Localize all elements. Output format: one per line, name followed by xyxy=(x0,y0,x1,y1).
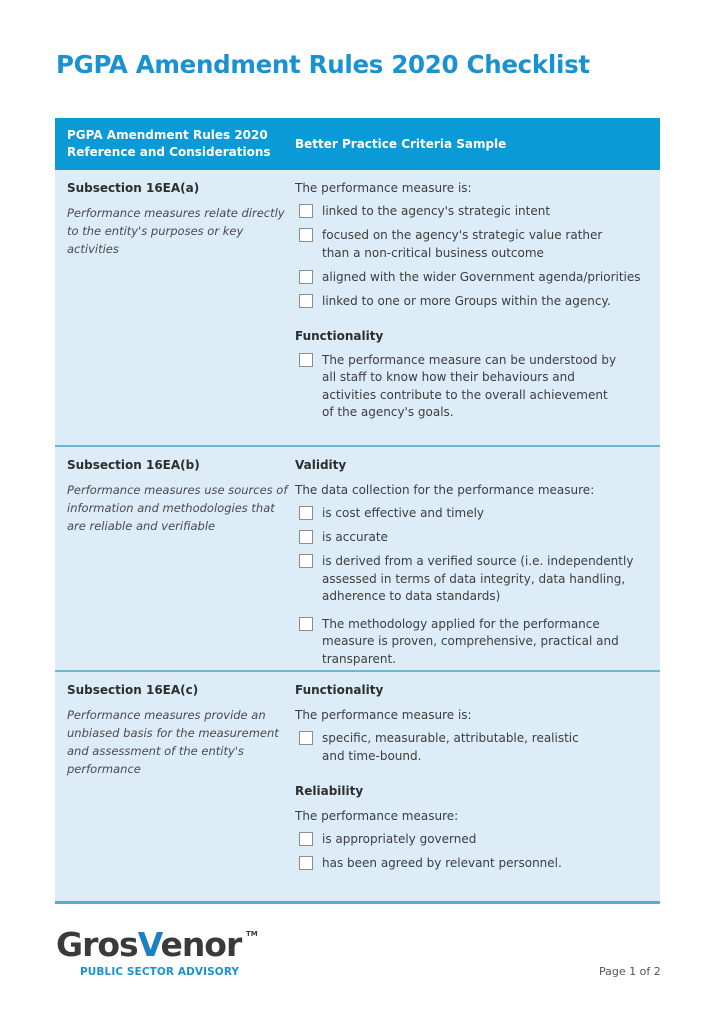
checkbox[interactable] xyxy=(299,270,313,284)
logo-tagline: PUBLIC SECTOR ADVISORY xyxy=(80,966,240,978)
subsection-title: Subsection 16EA(b) xyxy=(67,458,200,472)
checklist-item[interactable] xyxy=(295,352,652,422)
grosvenor-logo xyxy=(56,926,266,986)
checkbox[interactable] xyxy=(299,294,313,308)
checklist-item[interactable] xyxy=(295,293,652,311)
section-16ea-c xyxy=(55,672,660,904)
criteria-intro: The performance measure: xyxy=(295,808,459,823)
checkbox[interactable] xyxy=(299,506,313,520)
section-16ea-a xyxy=(55,170,660,447)
criteria-intro: The performance measure is: xyxy=(295,708,472,722)
checklist-item-label: linked to one or more Groups within the agency. xyxy=(322,293,611,308)
criteria-heading: Validity xyxy=(295,458,347,472)
checklist-item[interactable] xyxy=(295,730,652,765)
checklist-item-label: specific, measurable, attributable, realistic and time-bound. xyxy=(322,731,579,763)
checklist-item[interactable] xyxy=(295,553,652,606)
header-reference-column xyxy=(55,127,295,161)
checklist-item[interactable] xyxy=(295,616,652,669)
table-header xyxy=(55,118,660,170)
checkbox[interactable] xyxy=(299,731,313,745)
checklist-item-label: is accurate xyxy=(322,530,388,544)
checklist-item-label: The performance measure can be understood by all staff to know how their behaviours and activities contribute to the overall achievement of the agency's goals. xyxy=(322,352,617,419)
criteria-heading: Functionality xyxy=(295,328,384,343)
subsection-description: Performance measures provide an unbiased basis for the measurement and assessment of the entity's performance xyxy=(67,708,279,776)
checklist-item-label: The methodology applied for the performance measure is proven, comprehensive, practical and transparent. xyxy=(322,616,619,666)
checklist-item[interactable] xyxy=(295,529,652,547)
header-col1-line2: Reference and Considerations xyxy=(67,145,271,159)
checklist-item[interactable] xyxy=(295,227,652,262)
criteria-intro: The performance measure is: xyxy=(295,181,472,195)
checklist-table xyxy=(55,118,660,904)
subsection-title: Subsection 16EA(c) xyxy=(67,683,199,697)
checklist-item[interactable] xyxy=(295,505,652,523)
criteria-heading: Reliability xyxy=(295,783,364,798)
header-col1-line1: PGPA Amendment Rules 2020 xyxy=(67,128,268,142)
checklist-item-label: has been agreed by relevant personnel. xyxy=(322,855,562,870)
header-criteria-column: Better Practice Criteria Sample xyxy=(295,137,507,151)
checklist-item[interactable] xyxy=(295,831,652,849)
checkbox[interactable] xyxy=(299,617,313,631)
checklist-item[interactable] xyxy=(295,855,652,873)
trademark-symbol: TM xyxy=(246,930,258,938)
logo-v-person-icon: V xyxy=(137,925,161,964)
subsection-description: Performance measures use sources of information and methodologies that are reliable and verifiable xyxy=(67,483,288,533)
checkbox[interactable] xyxy=(299,554,313,568)
section-16ea-b xyxy=(55,447,660,672)
criteria-intro: The data collection for the performance measure: xyxy=(295,483,595,497)
checkbox[interactable] xyxy=(299,832,313,846)
checklist-item-label: linked to the agency's strategic intent xyxy=(322,204,551,218)
logo-wordmark: GrosVenor xyxy=(56,925,242,964)
checkbox[interactable] xyxy=(299,856,313,870)
page-number: Page 1 of 2 xyxy=(599,965,661,978)
checklist-item-label: is derived from a verified source (i.e. independently assessed in terms of data integrity, data handling, adherence to data standards) xyxy=(322,554,634,603)
checklist-item-label: is cost effective and timely xyxy=(322,506,485,520)
checkbox[interactable] xyxy=(299,228,313,242)
page-title: PGPA Amendment Rules 2020 Checklist xyxy=(56,50,590,79)
criteria-heading: Functionality xyxy=(295,683,384,697)
checkbox[interactable] xyxy=(299,204,313,218)
subsection-description: Performance measures relate directly to the entity's purposes or key activities xyxy=(67,206,285,256)
checklist-item[interactable] xyxy=(295,203,652,221)
subsection-title: Subsection 16EA(a) xyxy=(67,181,200,195)
checklist-item-label: is appropriately governed xyxy=(322,831,477,846)
checkbox[interactable] xyxy=(299,530,313,544)
checkbox[interactable] xyxy=(299,353,313,367)
checklist-item[interactable] xyxy=(295,269,652,287)
checklist-item-label: focused on the agency's strategic value rather than a non-critical business outcome xyxy=(322,228,603,260)
checklist-item-label: aligned with the wider Government agenda/priorities xyxy=(322,269,641,284)
